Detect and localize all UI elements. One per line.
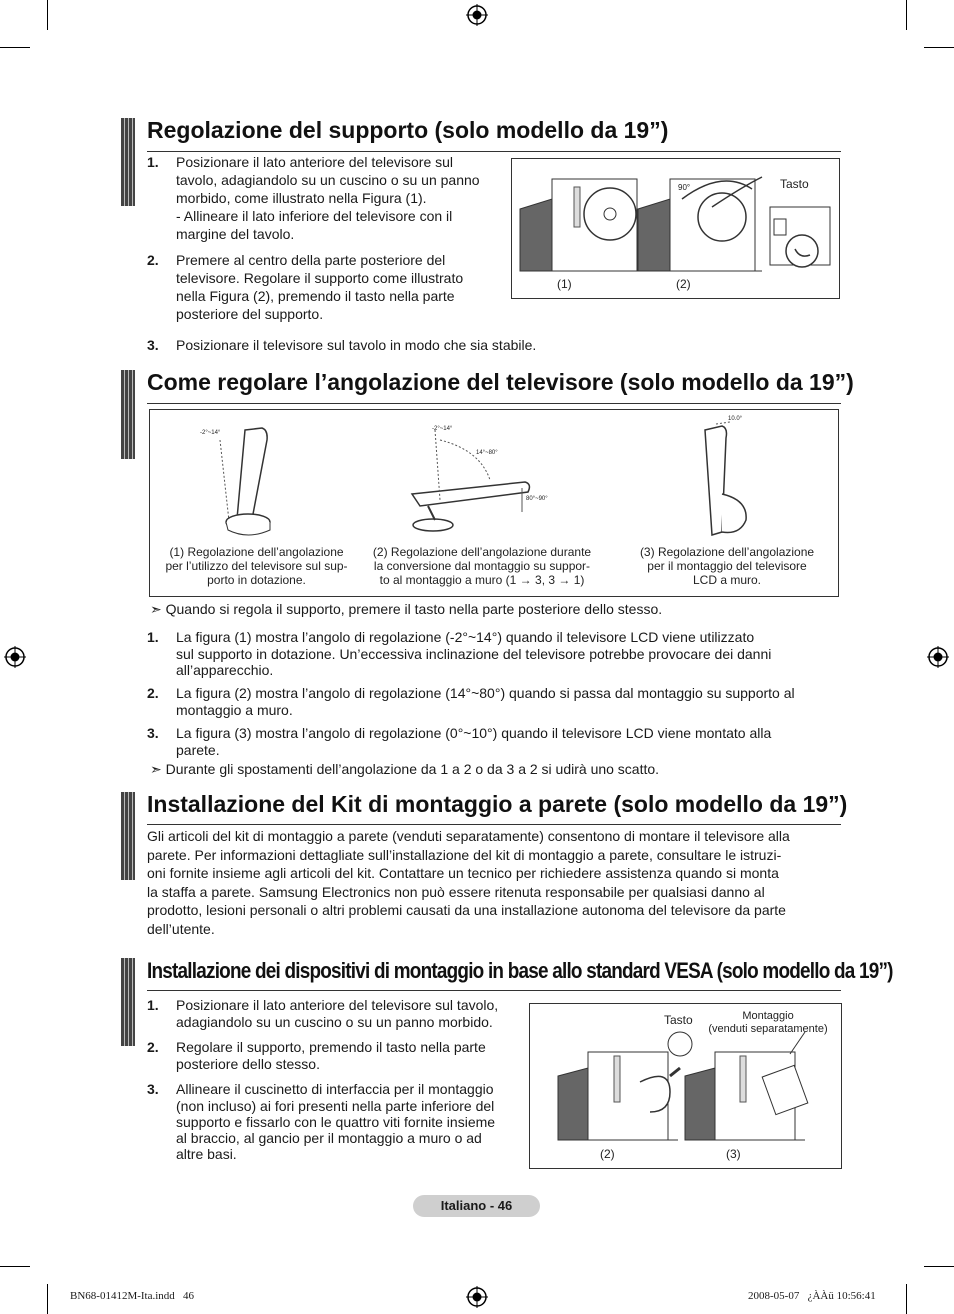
angle-label: -2°~14°	[432, 426, 453, 432]
step-text: margine del tavolo.	[176, 226, 295, 242]
step-text: parete.	[176, 742, 220, 758]
crop-mark	[0, 1266, 30, 1267]
angle-label: 10.0°	[728, 416, 743, 422]
caption-line: LCD a muro.	[692, 573, 762, 587]
section-title: Regolazione del supporto (solo modello da 19”)	[147, 117, 669, 143]
angle-label: 80°~90°	[526, 496, 548, 502]
step-item	[147, 996, 522, 1030]
step-text: Posizionare il lato anteriore del televisore sul tavolo,	[176, 997, 499, 1013]
section-bar	[121, 370, 135, 459]
figure-caption	[620, 545, 834, 587]
step-item	[147, 1038, 522, 1072]
step-number: 3.	[147, 725, 159, 741]
angle-label: 14°~80°	[476, 450, 498, 456]
angle-label: -2°~14°	[200, 430, 221, 436]
step-list	[147, 336, 837, 362]
caption-line: per l’utilizzo del televisore sul sup-	[165, 559, 348, 573]
section-bar	[121, 118, 135, 206]
section-title: Come regolare l’angolazione del televisore (solo modello da 19”)	[147, 369, 854, 395]
caption-line: porto in dotazione.	[207, 573, 306, 587]
step-item	[147, 1080, 522, 1162]
step-text: tavolo, adagiandolo su un cuscino o su un panno	[176, 172, 480, 188]
section-title: Installazione dei dispositivi di montaggio in base allo standard VESA (solo modello da 19”)	[147, 958, 893, 983]
paragraph-line: Gli articoli del kit di montaggio a parete (venduti separatamente) consentono di montare il televisore alla	[147, 828, 790, 844]
paragraph-line: parete. Per informazioni dettagliate sull’installazione del kit di montaggio a parete, consultare le istruzi-	[147, 846, 782, 863]
figure-stand-adjust	[511, 158, 840, 299]
figure-caption	[357, 545, 607, 587]
mount-label-line: (venduti separatamente)	[708, 1023, 828, 1035]
page-number-badge: Italiano - 46	[413, 1195, 540, 1217]
step-text: sul supporto in dotazione. Un’eccessiva inclinazione del televisore potrebbe provocare dei danni	[176, 646, 772, 662]
step-text: Allineare il cuscinetto di interfaccia per il montaggio	[176, 1081, 494, 1097]
caption-line: (1) Regolazione dell’angolazione	[169, 545, 344, 559]
caption-line: (3) Regolazione dell’angolazione	[639, 545, 815, 559]
step-text: al braccio, al gancio per il montaggio a muro o ad	[176, 1130, 482, 1146]
file-name: BN68-01412M-Ita.indd 46	[70, 1290, 195, 1302]
section-bar	[121, 792, 135, 880]
step-text: altre basi.	[176, 1146, 237, 1162]
figure-vesa-mount	[529, 1003, 842, 1169]
crop-mark	[906, 0, 907, 30]
mount-label	[700, 1010, 836, 1036]
paragraph-line: prodotto, lesioni personali o altri problemi causati da una installazione autonoma del televisore da parte	[147, 902, 786, 918]
step-number: 3.	[147, 1081, 159, 1097]
note: ➣ Durante gli spostamenti dell’angolazione da 1 a 2 o da 3 a 2 si udirà uno scatto.	[150, 761, 660, 777]
step-text: Posizionare il televisore sul tavolo in modo che sia stabile.	[176, 337, 537, 353]
crop-mark	[924, 1266, 954, 1267]
paragraph	[147, 827, 837, 938]
step-number: 1.	[147, 997, 159, 1013]
step-list	[147, 628, 837, 766]
button-label: Tasto	[664, 1013, 693, 1027]
step-text: adagiandolo su un cuscino o su un panno morbido.	[176, 1014, 493, 1030]
angle-label: 90°	[678, 183, 691, 192]
section-bar	[121, 958, 135, 1046]
step-text: Premere al centro della parte posteriore del	[176, 252, 446, 268]
step-text: Posizionare il lato anteriore del televisore sul	[176, 154, 454, 170]
heading-rule	[147, 151, 841, 152]
step-list	[147, 996, 522, 1170]
crop-mark	[0, 47, 30, 48]
step-number: 2.	[147, 685, 159, 701]
step-text: La figura (1) mostra l’angolo di regolazione (-2°~14°) quando il televisore LCD viene utilizzato	[176, 629, 755, 645]
step-number: 1.	[147, 154, 159, 170]
step-text: La figura (2) mostra l’angolo di regolazione (14°~80°) quando si passa dal montaggio su supporto al	[176, 685, 795, 701]
crop-mark	[924, 47, 954, 48]
registration-mark-icon	[4, 646, 26, 668]
registration-mark-icon	[927, 646, 949, 668]
button-label: Tasto	[780, 177, 809, 191]
figure-label: (2)	[600, 1147, 615, 1161]
step-number: 3.	[147, 337, 159, 353]
caption-line: la conversione dal montaggio su suppor-	[373, 559, 591, 573]
registration-mark-icon	[466, 4, 488, 26]
caption-line: per il montaggio del televisore	[647, 559, 807, 573]
step-item	[147, 684, 837, 718]
step-text: supporto e fissarlo con le quattro viti fornite insieme	[176, 1114, 496, 1130]
figure-caption	[154, 545, 359, 587]
step-item	[147, 628, 837, 678]
step-number: 2.	[147, 1039, 159, 1055]
caption-line: (2) Regolazione dell’angolazione durante	[372, 545, 592, 559]
step-number: 1.	[147, 629, 159, 645]
paragraph-line: oni fornite insieme agli articoli del kit. Contattare un tecnico per richiedere assistenza quando si monta	[147, 865, 779, 881]
crop-mark	[47, 1284, 48, 1314]
note: ➣ Quando si regola il supporto, premere il tasto nella parte posteriore dello stesso.	[150, 601, 663, 617]
step-text: - Allineare il lato inferiore del televisore con il	[176, 208, 453, 224]
heading-rule	[147, 990, 841, 991]
step-text: televisore. Regolare il supporto come illustrato	[176, 270, 464, 286]
caption-line: to al montaggio a muro (1 → 3, 3 → 1)	[379, 573, 585, 587]
step-text: La figura (3) mostra l’angolo di regolazione (0°~10°) quando il televisore LCD viene montato alla	[176, 725, 772, 741]
figure-label: (3)	[726, 1147, 741, 1161]
step-item	[147, 336, 837, 354]
step-text: posteriore del supporto.	[176, 306, 324, 322]
step-text: montaggio a muro.	[176, 702, 293, 718]
crop-mark	[906, 1284, 907, 1314]
step-number: 2.	[147, 252, 159, 268]
step-text: morbido, come illustrato nella Figura (1).	[176, 190, 427, 206]
step-text: nella Figura (2), premendo il tasto nella parte	[176, 288, 455, 304]
timestamp: 2008-05-07 ¿ÀÀü 10:56:41	[748, 1290, 876, 1302]
step-text: Regolare il supporto, premendo il tasto nella parte	[176, 1039, 486, 1055]
figure-label: (2)	[676, 277, 691, 291]
paragraph-line: dell’utente.	[147, 920, 215, 937]
step-text: (non incluso) ai fori presenti nella parte inferiore del	[176, 1098, 495, 1114]
section-title: Installazione del Kit di montaggio a parete (solo modello da 19”)	[147, 791, 848, 817]
step-text: all’apparecchio.	[176, 662, 274, 678]
step-text: posteriore dello stesso.	[176, 1056, 320, 1072]
crop-mark	[47, 0, 48, 30]
step-item	[147, 251, 507, 323]
step-list	[147, 153, 507, 331]
step-item	[147, 724, 837, 758]
step-item	[147, 153, 507, 243]
registration-mark-icon	[466, 1286, 488, 1308]
heading-rule	[147, 824, 841, 825]
heading-rule	[147, 403, 841, 404]
paragraph-line: la staffa a parete. Samsung Electronics non può essere ritenuta responsabile per qualsiasi danno al	[147, 883, 765, 900]
figure-angle-adjust	[149, 409, 839, 597]
mount-label-line: Montaggio	[742, 1010, 794, 1022]
figure-label: (1)	[557, 277, 572, 291]
